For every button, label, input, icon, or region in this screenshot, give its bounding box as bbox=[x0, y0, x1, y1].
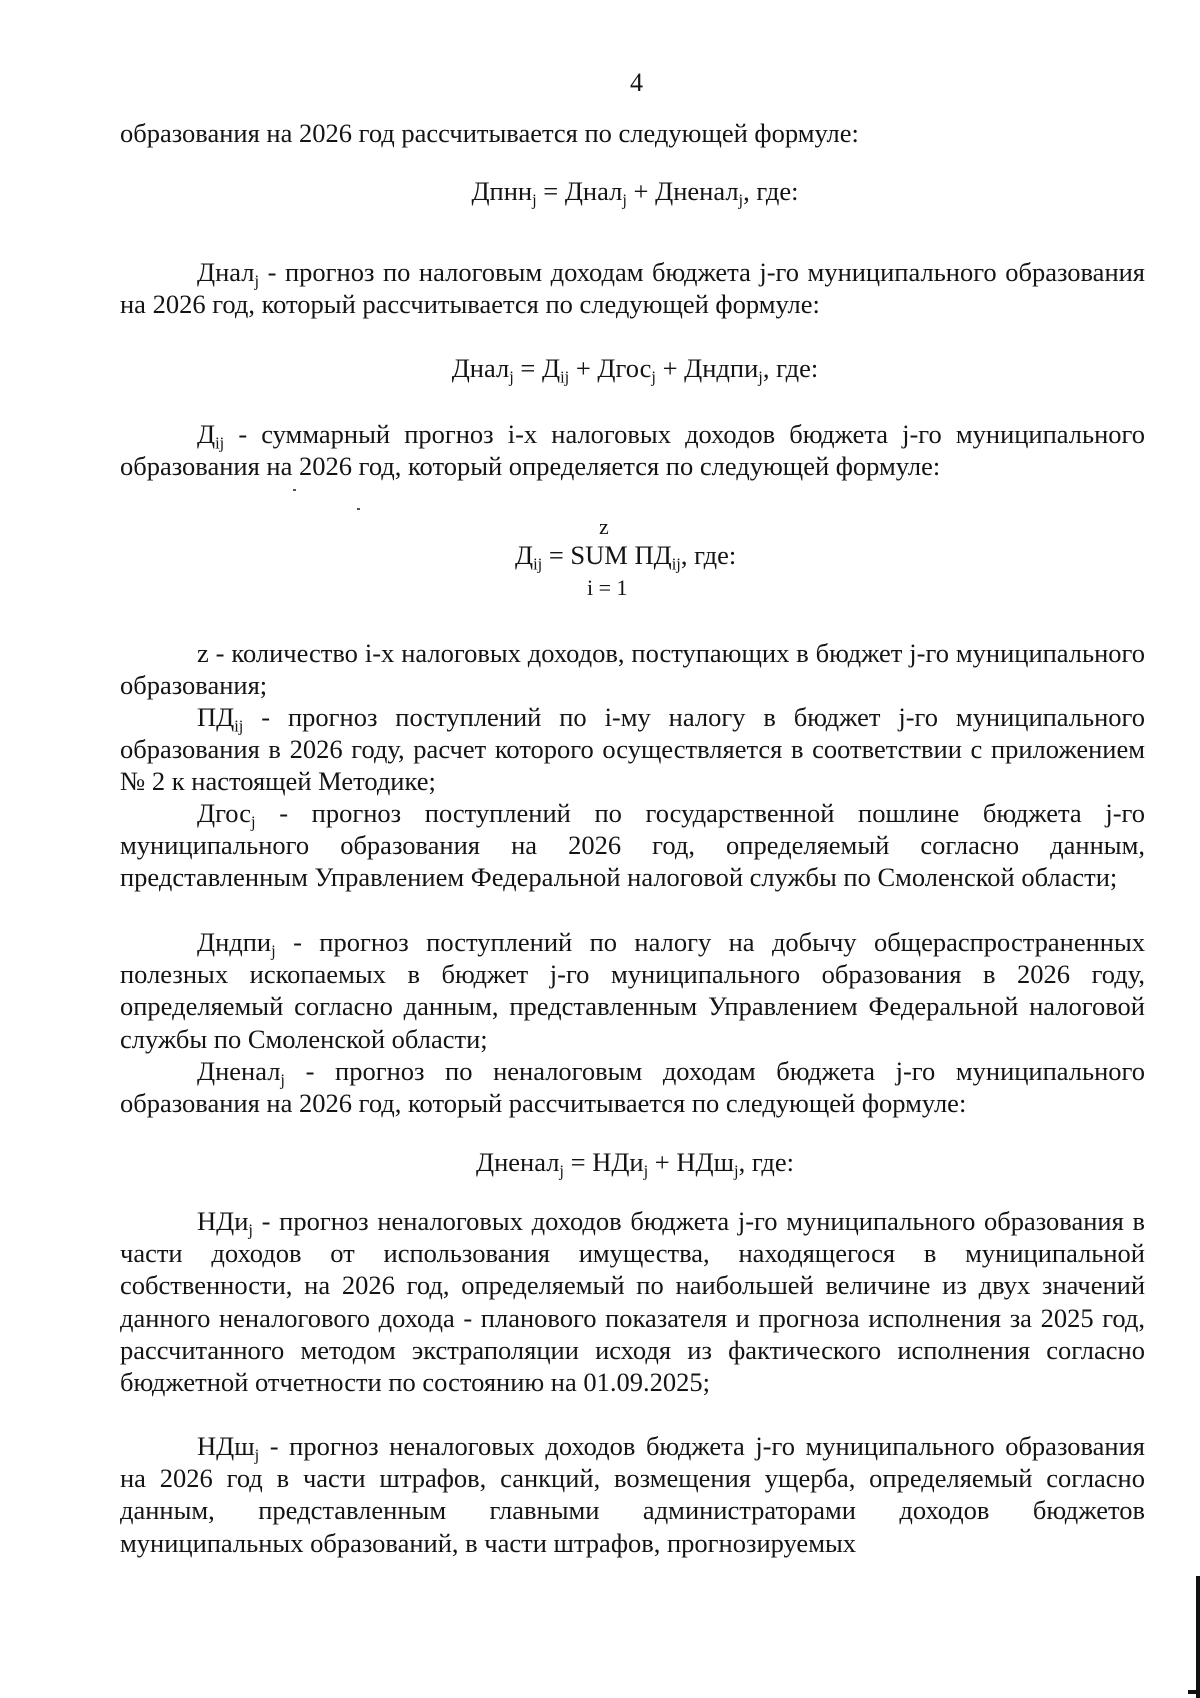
scan-edge-mark bbox=[1186, 1576, 1200, 1698]
formula-dnenal: Дненал$_j$ = НДи$_j$ + НДш$_j$, где: bbox=[476, 1147, 794, 1181]
sum-upper-limit: z bbox=[599, 514, 609, 539]
paragraph-dgos: Дгос$_j$ - прогноз поступлений по государственной пошлине бюджета j-го муниципального образования на 2026 год, определяемый согласно данным, представленным Управлением Федеральной налоговой службы по Смоленской области; bbox=[120, 798, 1145, 893]
paragraph-intro: образования на 2026 год рассчитывается по следующей формуле: bbox=[120, 118, 859, 148]
paragraph-z: z - количество i-х налоговых доходов, поступающих в бюджет j-го муниципального образования; bbox=[120, 638, 1145, 701]
paragraph-dnenal: Дненал$_j$ - прогноз по неналоговым доходам бюджета j-го муниципального образования на 2026 год, который рассчитывается по следующей формуле: bbox=[120, 1056, 1145, 1119]
page-number: 4 bbox=[630, 68, 643, 97]
paragraph-ndi: НДи$_j$ - прогноз неналоговых доходов бюджета j-го муниципального образования в части доходов от использования имущества, находящегося в муниципальной собственности, на 2026 год, определяемый по наибольшей величине из двух значений данного неналогового дохода - планового показателя и прогноза исполнения за 2025 год, рассчитанного методом экстраполяции исходя из фактического исполнения согласно бюджетной отчетности по состоянию на 01.09.2025; bbox=[120, 1206, 1145, 1398]
sum-lower-limit: i = 1 bbox=[587, 575, 628, 600]
paragraph-ndsh: НДш$_j$ - прогноз неналоговых доходов бюджета j-го муниципального образования на 2026 год в части штрафов, санкций, возмещения ущерба, определяемый согласно данным, представленным главными администраторами доходов бюджетов муниципальных образований, в части штрафов, прогнозируемых bbox=[120, 1431, 1145, 1558]
formula-sum bbox=[515, 514, 815, 604]
paragraph-dij: $Д_{ij}$ - суммарный прогноз i-х налоговых доходов бюджета j-го муниципального образования на 2026 год, который определяется по следующей формуле: bbox=[120, 419, 1145, 482]
paragraph-dnal: Днал$_j$ - прогноз по налоговым доходам бюджета j-го муниципального образования на 2026 год, который рассчитывается по следующей формуле: bbox=[120, 257, 1145, 320]
scan-speck bbox=[357, 508, 360, 510]
sum-expression: $Д_{ij}$ = SUM $ПД_{ij}$, где: bbox=[515, 540, 737, 574]
formula-dpnn: Дпнн$_j$ = Днал$_j$ + Дненал$_j$, где: bbox=[471, 176, 799, 210]
paragraph-dndpi: Дндпи$_j$ - прогноз поступлений по налогу на добычу общераспространенных полезных ископаемых в бюджет j-го муниципального образования в 2026 году, определяемый согласно данным, представленным Управлением Федеральной налоговой службы по Смоленской области; bbox=[120, 927, 1145, 1054]
scan-speck bbox=[293, 489, 296, 491]
paragraph-pdij: $ПД_{ij}$ - прогноз поступлений по i-му налогу в бюджет j-го муниципального образования в 2026 году, расчет которого осуществляется в соответствии с приложением № 2 к настоящей Методике; bbox=[120, 702, 1145, 797]
formula-dnal: Днал$_j$ = $Д_{ij}$ + Дгос$_j$ + Дндпи$_j$, где: bbox=[451, 353, 819, 387]
